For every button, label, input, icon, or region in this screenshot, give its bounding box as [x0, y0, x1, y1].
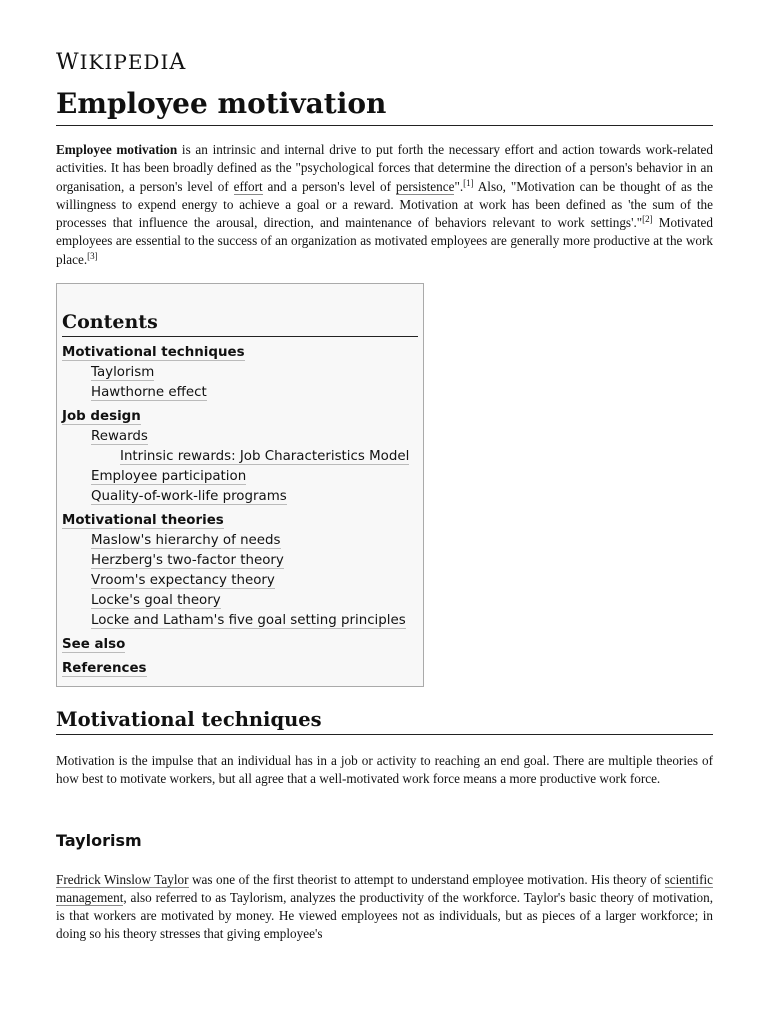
taylorism-paragraph: Fredrick Winslow Taylor was one of the first theorist to attempt to understand employee motivation. His theory of scientific management, also referred to as Taylorism, analyzes the productivity of the workforce. Taylor's basic theory of motivation, is that workers are motivated by money. He viewed employees not as individuals, but as pieces of a larger workforce; in doing so his theory stresses that giving employee's	[56, 872, 713, 941]
page-title: Employee motivation	[56, 84, 713, 126]
toc-item-locke-latham[interactable]: Locke and Latham's five goal setting principles	[91, 613, 406, 628]
toc-item-job-design[interactable]: Job design	[62, 409, 141, 424]
toc-heading: Contents	[62, 308, 418, 337]
subsection-heading-taylorism: Taylorism	[56, 831, 142, 850]
citation-3[interactable]: [3]	[87, 250, 98, 261]
link-scientific-management[interactable]: scientific management	[56, 872, 713, 905]
link-fredrick-winslow-taylor[interactable]: Fredrick Winslow Taylor	[56, 872, 189, 887]
section-heading-motivational-techniques: Motivational techniques	[56, 706, 713, 735]
toc-item-taylorism[interactable]: Taylorism	[91, 365, 155, 380]
toc-item-locke-goal-theory[interactable]: Locke's goal theory	[91, 593, 221, 608]
toc-item-motivational-theories[interactable]: Motivational theories	[62, 513, 224, 528]
wikipedia-logo[interactable]: WIKIPEDIA	[56, 50, 187, 75]
section-paragraph: Motivation is the impulse that an individual has in a job or activity to reaching an end goal. There are multiple theories of how best to motivate workers, but all agree that a well-motivated work force means a more productive work force.	[56, 753, 713, 786]
toc-item-quality-of-work-life[interactable]: Quality-of-work-life programs	[91, 489, 287, 504]
lead-term: Employee motivation	[56, 142, 178, 157]
toc-item-rewards[interactable]: Rewards	[91, 429, 148, 444]
toc-item-hawthorne-effect[interactable]: Hawthorne effect	[91, 385, 207, 400]
toc-list	[62, 343, 422, 679]
toc-item-motivational-techniques[interactable]: Motivational techniques	[62, 345, 245, 360]
toc-item-references[interactable]: References	[62, 661, 147, 676]
table-of-contents	[56, 283, 424, 687]
citation-1[interactable]: [1]	[463, 177, 474, 188]
toc-item-vroom[interactable]: Vroom's expectancy theory	[91, 573, 275, 588]
intro-paragraph: Employee motivation is an intrinsic and internal drive to put forth the necessary effort and action towards work-related activities. It has been broadly defined as the "psychological forces that determine the direction of a person's behavior in an organisation, a person's level of effort and a person's level of persistence".[1] Also, "Motivation can be thought of as the willingness to expend energy to achieve a goal or a reward. Motivation at work has been defined as 'the sum of the processes that influence the arousal, direction, and maintenance of behaviors relevant to work settings'."[2] Motivated employees are essential to the success of an organization as motivated employees are generally more productive at the work place.[3]	[56, 142, 714, 267]
toc-item-maslow[interactable]: Maslow's hierarchy of needs	[91, 533, 281, 548]
toc-item-see-also[interactable]: See also	[62, 637, 126, 652]
toc-item-intrinsic-rewards[interactable]: Intrinsic rewards: Job Characteristics Model	[120, 449, 410, 464]
link-persistence[interactable]: persistence	[395, 178, 455, 194]
toc-item-employee-participation[interactable]: Employee participation	[91, 469, 247, 484]
citation-2[interactable]: [2]	[642, 214, 653, 225]
link-effort[interactable]: effort	[233, 178, 263, 194]
toc-item-herzberg[interactable]: Herzberg's two-factor theory	[91, 553, 284, 568]
